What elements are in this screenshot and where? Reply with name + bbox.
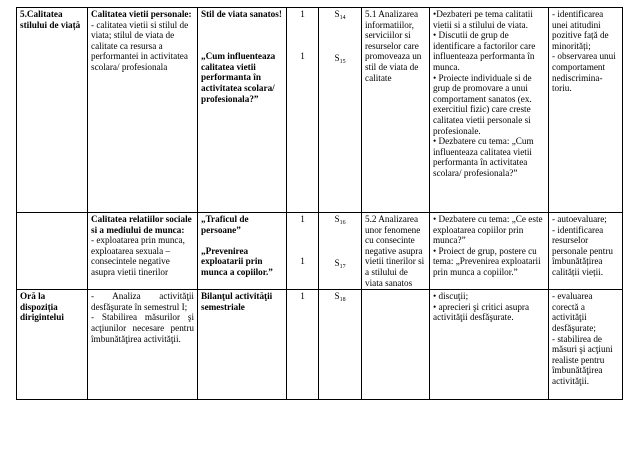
theme-title-2: „Cum influenteaza calitatea vietii performanta în activitatea scolara/ profesionala?” <box>201 51 276 104</box>
week-cell <box>319 8 362 213</box>
competence-cell: 5.2 Analizarea unor fenomene cu consecinte negative asupra vietii tinerilor si a stilului de viata sanatos <box>362 213 430 290</box>
theme-title-1: „Traficul de persoane” <box>201 214 249 235</box>
content-text: - calitatea vietii si stilul de viata; stilul de viata de calitate ca resursa a performantei in activitatea scolara/ profesionala <box>91 19 189 72</box>
table-row <box>17 213 623 290</box>
week-1: $S_{14}$ <box>334 9 346 21</box>
content-title: Calitatea relatiilor sociale si a mediului de munca: <box>91 214 192 235</box>
theme-cell <box>198 8 287 213</box>
week-cell <box>319 213 362 290</box>
theme-title-2: „Prevenirea exploatarii prin munca a copiilor.” <box>201 245 273 277</box>
week-2: $S_{15}$ <box>334 53 346 66</box>
hours-1: 1 <box>300 291 305 302</box>
content-cell <box>88 8 198 213</box>
evaluation-cell: - identificarea unei atitudini pozitive față de minorități; - observarea unui comportament nediscrimina-toriu. <box>549 8 623 213</box>
week-1: $S_{16}$ <box>334 214 346 226</box>
theme-title-1: Stil de viata sanatos! <box>201 9 282 19</box>
activities-cell: •Dezbateri pe tema calitatii vietii si a stilului de viata. • Discutii de grup de identificare a factorilor care influenteaza performanta în munca. • Proiecte individuale si de grup de promovare a unui comportament sanatos (ex. exercitiul fizic) care creste calitatea vietii personale si profesionale. • Dezbatere cu tema: „Cum influenteaza calitatea vietii performanta în activitatea scolara/ profesionala?” <box>430 8 549 213</box>
unit-cell: Oră la dispoziția dirigintelui <box>17 290 88 400</box>
table-row <box>17 290 623 400</box>
hours-2: 1 <box>300 51 305 62</box>
hours-cell <box>287 290 319 400</box>
theme-cell <box>198 290 287 400</box>
curriculum-table <box>16 7 623 400</box>
content-title: Calitatea vietii personale: <box>91 9 192 19</box>
evaluation-cell: - autoevaluare; - identificarea resurselor personale pentru îmbunătățirea calității vieții. <box>549 213 623 290</box>
content-cell: - Analiza activităţii desfăşurate în semestrul I; - Stabilirea măsurilor şi acţiunilor necesare pentru îmbunătăţirea activităţii. <box>88 290 198 400</box>
week-1: $S_{18}$ <box>334 291 346 304</box>
content-text: - exploatarea prin munca, exploatarea sexuala – consecintele negative asupra vietii tinerilor <box>91 235 185 277</box>
unit-cell: 5.Calitatea stilului de viață <box>17 8 88 213</box>
unit-cell <box>17 213 88 290</box>
evaluation-cell: - evaluarea corectă a activităţii desfăşurate; - stabilirea de măsuri şi acţiuni realiste pentru îmbunătăţirea activităţii. <box>549 290 623 400</box>
competence-cell <box>362 290 430 400</box>
competence-cell: 5.1 Analizarea informatiilor, serviciilor si resurselor care promoveaza un stil de viata de calitate <box>362 8 430 213</box>
week-cell <box>319 290 362 400</box>
table-row <box>17 8 623 213</box>
week-2: $S_{17}$ <box>334 258 346 271</box>
theme-cell <box>198 213 287 290</box>
hours-1: 1 <box>300 214 305 224</box>
theme-title-1: Bilanţul activităţii semestriale <box>201 291 273 312</box>
hours-cell <box>287 8 319 213</box>
activities-cell: • Dezbatere cu tema: „Ce este exploatarea copiilor prin munca?” • Proiect de grup, postere cu tema: „Prevenirea exploatarii prin munca a copiilor.” <box>430 213 549 290</box>
hours-cell <box>287 213 319 290</box>
activities-cell: • discuţii; • aprecieri şi critici asupra activităţii desfăşurate. <box>430 290 549 400</box>
hours-2: 1 <box>300 256 305 267</box>
content-cell <box>88 213 198 290</box>
hours-1: 1 <box>300 9 305 19</box>
